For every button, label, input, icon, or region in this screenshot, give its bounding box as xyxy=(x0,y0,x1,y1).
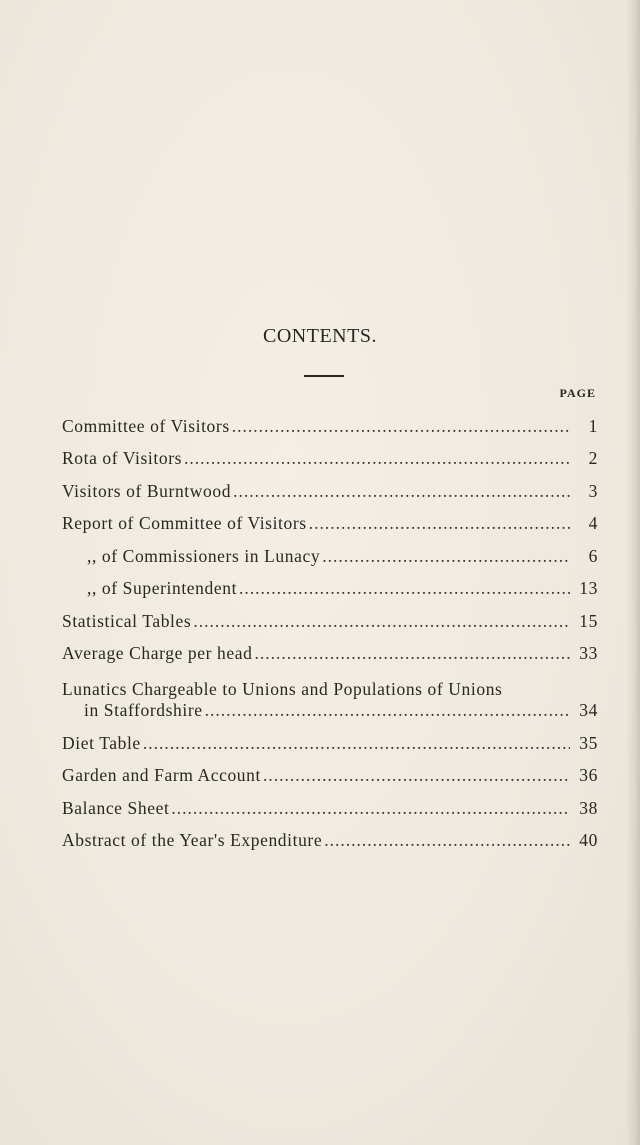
contents-entry xyxy=(62,546,598,570)
contents-entry xyxy=(62,830,598,854)
contents-entry xyxy=(62,733,598,757)
entry-page: 13 xyxy=(579,578,598,598)
leader-dots xyxy=(193,611,570,632)
contents-entry xyxy=(62,700,598,724)
entry-page: 34 xyxy=(579,700,598,720)
entry-page: 36 xyxy=(579,765,598,785)
entry-title: Committee of Visitors xyxy=(62,416,230,436)
leader-dots xyxy=(239,578,570,599)
entry-title: Report of Committee of Visitors xyxy=(62,513,307,533)
entry-title: ,, of Superintendent xyxy=(87,578,238,598)
contents-entry xyxy=(62,416,598,440)
contents-entry xyxy=(62,643,598,667)
leader-dots xyxy=(255,643,571,664)
leader-dots xyxy=(143,733,570,754)
entry-page: 40 xyxy=(579,830,598,850)
leader-dots xyxy=(324,830,570,851)
entry-title: Average Charge per head xyxy=(62,643,253,663)
contents-heading: CONTENTS. xyxy=(263,325,377,347)
contents-entry xyxy=(62,481,598,505)
entry-page: 38 xyxy=(579,798,598,818)
entry-page: 3 xyxy=(588,481,598,501)
entry-title: Statistical Tables xyxy=(62,611,192,631)
leader-dots xyxy=(171,798,570,819)
contents-entry xyxy=(62,765,598,789)
entry-page: 35 xyxy=(579,733,598,753)
entry-title: Balance Sheet xyxy=(62,798,170,818)
entry-page: 33 xyxy=(579,643,598,663)
contents-entry xyxy=(62,611,598,635)
heading-rule xyxy=(304,375,344,377)
leader-dots xyxy=(322,546,570,567)
entry-title: Abstract of the Year's Expenditure xyxy=(62,830,323,850)
contents-entry xyxy=(62,578,598,602)
leader-dots xyxy=(309,513,570,534)
leader-dots xyxy=(232,416,570,437)
contents-entry xyxy=(62,448,598,472)
leader-dots xyxy=(263,765,570,786)
entry-page: 6 xyxy=(588,546,598,566)
entry-title: Garden and Farm Account xyxy=(62,765,261,785)
page-edge-shadow xyxy=(626,0,640,1145)
contents-entry xyxy=(62,513,598,537)
entry-page: 15 xyxy=(579,611,598,631)
entry-title: Visitors of Burntwood xyxy=(62,481,232,501)
leader-dots xyxy=(233,481,570,502)
entry-page: 4 xyxy=(588,513,598,533)
contents-entry xyxy=(62,798,598,822)
entry-title: ,, of Commissioners in Lunacy xyxy=(87,546,321,566)
leader-dots xyxy=(184,448,570,469)
entry-page: 1 xyxy=(588,416,598,436)
leader-dots xyxy=(205,700,570,721)
entry-title: in Staffordshire xyxy=(84,700,203,720)
page-column-label: PAGE xyxy=(559,386,596,400)
entry-page: 2 xyxy=(588,448,598,468)
entry-title: Diet Table xyxy=(62,733,141,753)
entry-title: Rota of Visitors xyxy=(62,448,183,468)
entry-title-first-line: Lunatics Chargeable to Unions and Populations of Unions xyxy=(62,679,503,699)
